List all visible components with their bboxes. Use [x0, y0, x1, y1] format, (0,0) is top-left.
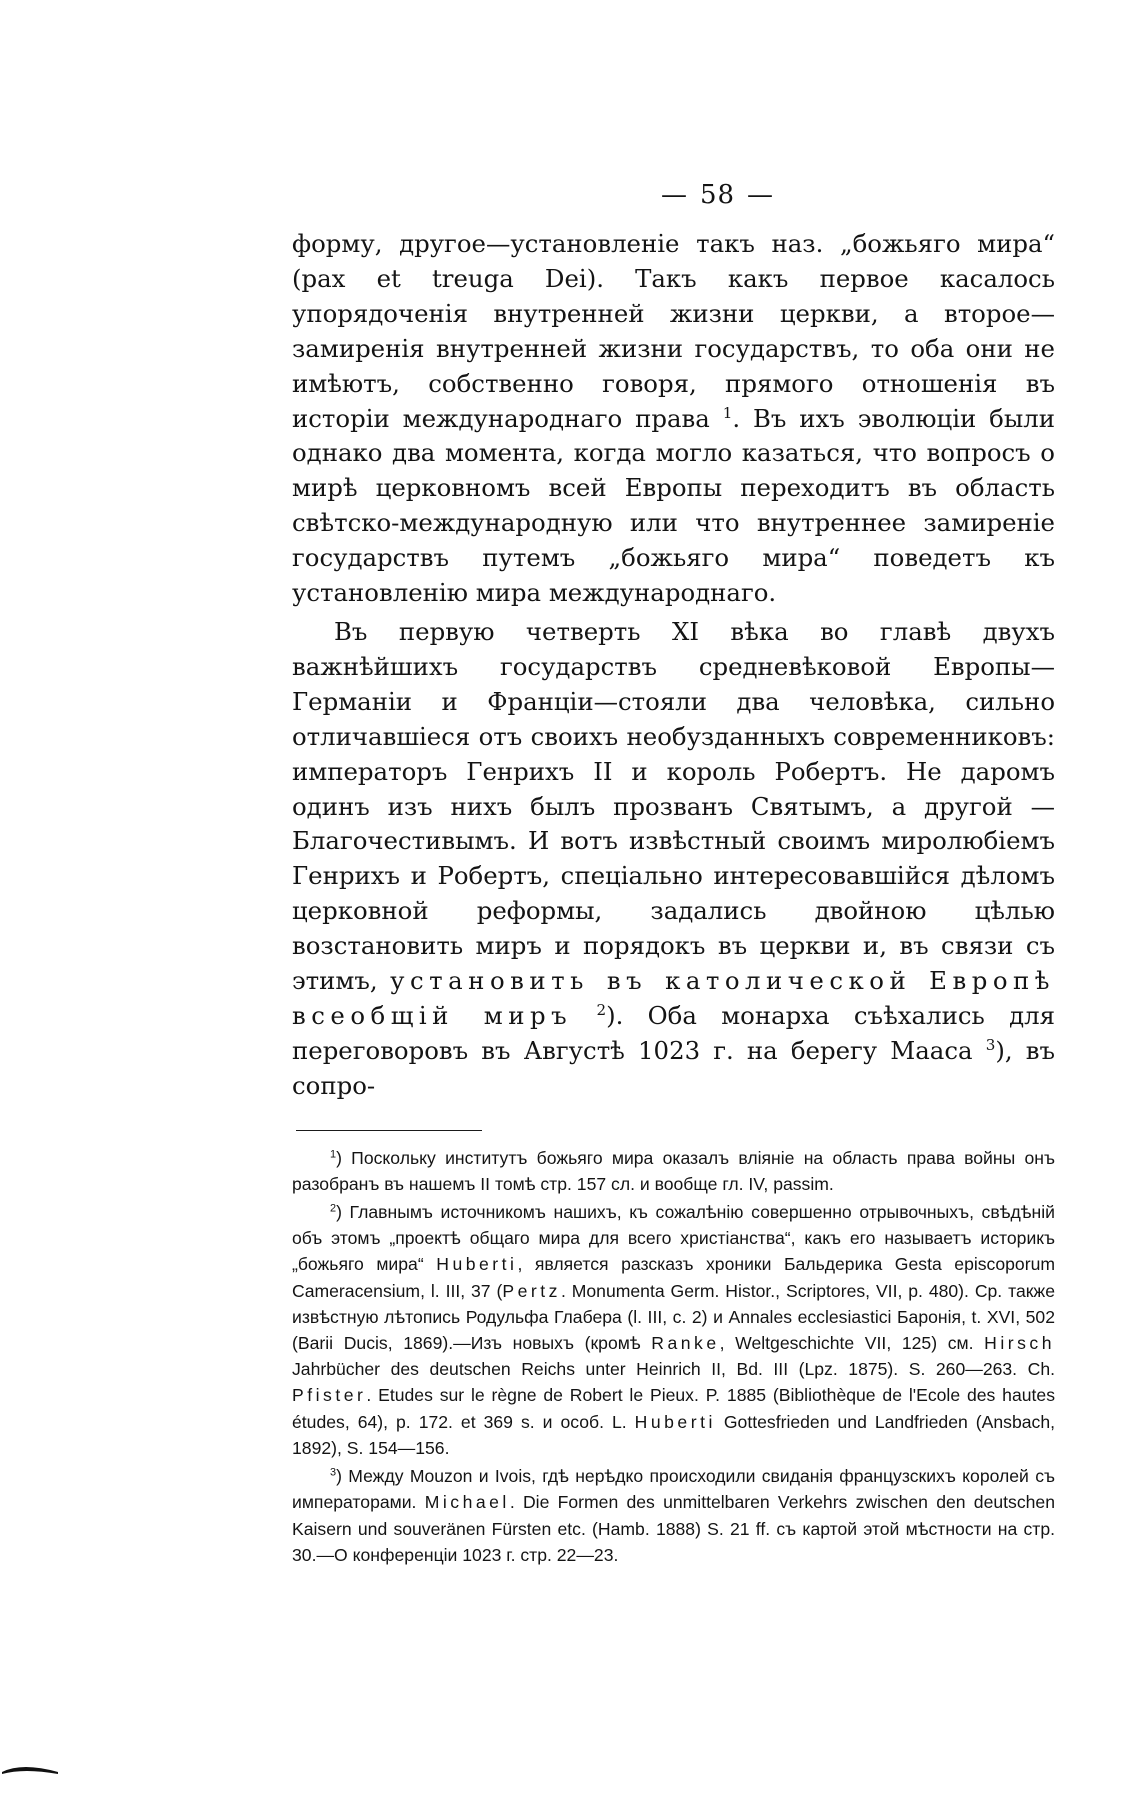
- book-page: [292, 175, 1055, 1570]
- footnote-2-text-d: , Weltgeschichte VII, 125) см.: [719, 1333, 974, 1354]
- footnote-2-text-b: , является разсказъ хроники Бальдерика Gesta episcoporum Cameracensium, l. III, 37 (: [292, 1254, 1056, 1301]
- page-number-value: 58: [699, 180, 736, 210]
- page-number-dash-left: —: [660, 180, 688, 210]
- paragraph-2: Въ первую четверть XI вѣка во главѣ двухъ важнѣйшихъ государствъ средневѣковой Европы—Германіи и Франціи—стояли два человѣка, сильно отличавшіеся отъ своихъ необузданныхъ современниковъ: императоръ Генрихъ II и король Робертъ. Не даромъ одинъ изъ нихъ былъ прозванъ Святымъ, а другой — Благочестивымъ. И вотъ извѣстный своимъ миролюбіемъ Генрихъ и Робертъ, спеціально интересовавшійся дѣломъ церковной реформы, задались двойною цѣлью возстановить миръ и порядокъ въ церкви и, въ связи съ этимъ, установить въ католической Европѣ всеобщій миръ $^2$). Оба монарха съѣхались для переговоровъ въ Августѣ 1023 г. на берегу Мааса $^3$), въ сопро-: [292, 616, 1055, 1100]
- footnotes: [292, 1145, 1055, 1568]
- footnote-3-author-michael: Michael: [424, 1492, 510, 1513]
- main-text: [292, 227, 1055, 1104]
- paragraph-2-emphasis: установить въ католической Европѣ всеобщій миръ: [292, 966, 1055, 1030]
- footnote-2-author-ranke: Ranke: [651, 1333, 720, 1354]
- footnote-2-author-pfister: Pfister: [292, 1385, 367, 1406]
- paragraph-1-text: форму, другое—установленіе такъ наз. „божьяго мира“ (pax et treuga Dei). Такъ какъ первое касалось упорядоченія внутренней жизни церкви, а второе—замиренія внутренней жизни государствъ, то оба они не имѣютъ, собственно говоря, прямого отношенія въ исторіи международнаго права: [292, 229, 1055, 433]
- footnote-2-text-a: ) Главнымъ источникомъ нашихъ, къ сожалѣнію совершенно отрывочныхъ, свѣдѣній объ этомъ „проектѣ общаго мира для всего христіанства“, какъ его называетъ историкъ „божьяго мира“: [292, 1202, 1055, 1275]
- footnote-ref-1: 1: [722, 403, 733, 422]
- page-edge-mark: [0, 1762, 62, 1776]
- footnote-divider: [296, 1130, 482, 1131]
- footnote-3-mark: 3: [330, 1466, 337, 1479]
- footnote-2-author-pertz: Pertz: [502, 1280, 561, 1301]
- footnote-2-author-huberti-2: Huberti: [634, 1411, 716, 1432]
- footnote-2-mark: 2: [330, 1202, 337, 1215]
- footnote-2-text-f: . Etudes sur le règne de Robert le Pieux. P. 1885 (Bibliothèque de l'Ecole des hautes études, 64), p. 172. et 369 s. и особ. L.: [292, 1385, 1055, 1432]
- footnote-ref-2: 2: [596, 1000, 607, 1019]
- footnote-1-text: ) Поскольку институтъ божьяго мира оказалъ вліяніе на область права войны онъ разобранъ въ нашемъ II томѣ стр. 157 сл. и вообще гл. IV, passim.: [292, 1147, 1055, 1194]
- paragraph-2-text-a: Въ первую четверть XI вѣка во главѣ двухъ важнѣйшихъ государствъ средневѣковой Европы—Германіи и Франціи—стояли два человѣка, сильно отличавшіеся отъ своихъ необузданныхъ современниковъ: императоръ Генрихъ II и король Робертъ. Не даромъ одинъ изъ нихъ былъ прозванъ Святымъ, а другой — Благочестивымъ. И вотъ извѣстный своимъ миролюбіемъ Генрихъ и Робертъ, спеціально интересовавшійся дѣломъ церковной реформы, задались двойною цѣлью возстановить миръ и порядокъ въ церкви и, въ связи съ этимъ,: [292, 616, 1055, 996]
- footnote-2-author-huberti: Huberti: [436, 1254, 518, 1275]
- footnote-2-text-c: . Monumenta Germ. Histor., Scriptores, VII, p. 480). Ср. также извѣстную лѣтопись Родульфа Глабера (l. III, c. 2) и Annales ecclesiastici Баронія, t. XVI, 502 (Barii Ducis, 1869).—Изъ новыхъ (кромѣ: [292, 1280, 1055, 1354]
- footnote-2-text-g: Gottesfrieden und Landfrieden (Ansbach, 1892), S. 154—156.: [292, 1411, 1055, 1458]
- footnote-2-author-hirsch: Hirsch: [984, 1333, 1056, 1354]
- paragraph-2-text-c: ), въ сопро-: [292, 1035, 1055, 1100]
- footnote-ref-3: 3: [985, 1035, 996, 1054]
- footnote-1-mark: 1: [330, 1148, 337, 1161]
- footnote-3: [292, 1463, 1055, 1568]
- paragraph-1: [292, 227, 1055, 611]
- paragraph-1-tail: . Въ ихъ эволюціи были однако два момента, когда могло казаться, что вопросъ о мирѣ церковномъ всей Европы переходитъ въ область свѣтско-международную или что внутреннее замиреніе государствъ путемъ „божьяго мира“ поведетъ къ установленію мира международнаго.: [292, 403, 1055, 608]
- page-number: [380, 175, 1055, 215]
- paragraph-2-text-b: . Оба монарха съѣхались для переговоровъ въ Августѣ 1023 г. на берегу Мааса: [292, 1000, 1055, 1065]
- footnote-2: [292, 1199, 1055, 1461]
- footnote-3-text-b: . Die Formen des unmittelbaren Verkehrs zwischen den deutschen Kaisern und souveränen Fürsten etc. (Hamb. 1888) S. 21 ff. съ картой этой мѣстности на стр. 30.—О конференціи 1023 г. стр. 22—23.: [292, 1492, 1056, 1565]
- footnote-1: [292, 1145, 1055, 1197]
- footnote-2-text-e: Jahrbücher des deutschen Reichs unter Heinrich II, Bd. III (Lpz. 1875). S. 260—263. Ch.: [292, 1359, 1055, 1380]
- page-number-dash-right: —: [747, 180, 775, 210]
- footnote-3-text-a: ) Между Mouzon и Ivois, гдѣ нерѣдко происходили свиданія французскихъ королей съ императорами.: [292, 1466, 1055, 1513]
